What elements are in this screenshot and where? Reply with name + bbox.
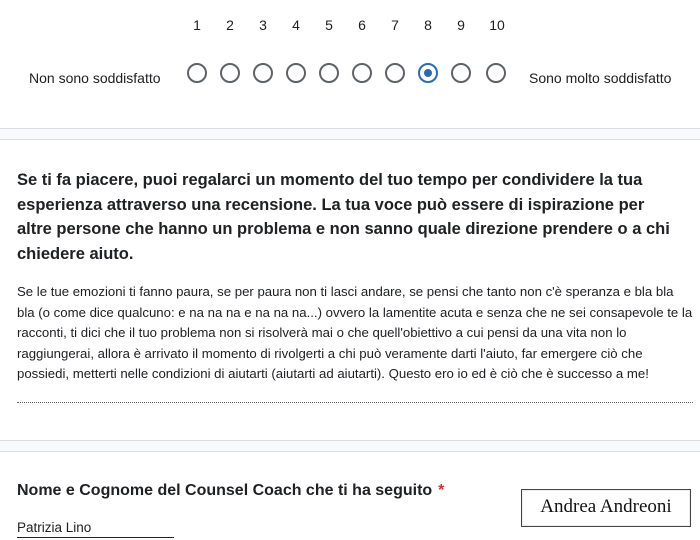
required-asterisk: *: [438, 482, 445, 499]
scale-radio-2[interactable]: [220, 63, 240, 83]
scale-number-5: 5: [325, 17, 333, 33]
scale-number-7: 7: [391, 17, 399, 33]
section-divider: [0, 139, 700, 140]
scale-numbers: [0, 17, 700, 37]
section-gap: [0, 441, 700, 451]
review-answer-underline: [17, 402, 693, 403]
scale-number-1: 1: [193, 17, 201, 33]
scale-number-6: 6: [358, 17, 366, 33]
scale-radio-10[interactable]: [486, 63, 506, 83]
coach-name-underline: [17, 537, 174, 538]
scale-number-2: 2: [226, 17, 234, 33]
scale-radio-3[interactable]: [253, 63, 273, 83]
scale-radio-4[interactable]: [286, 63, 306, 83]
coach-name-question-title: [17, 482, 444, 500]
scale-radio-1[interactable]: [187, 63, 207, 83]
scale-radio-9[interactable]: [451, 63, 471, 83]
scale-radio-7[interactable]: [385, 63, 405, 83]
scale-radio-6[interactable]: [352, 63, 372, 83]
scale-number-9: 9: [457, 17, 465, 33]
review-question-title: Se ti fa piacere, puoi regalarci un momento del tuo tempo per condividere la tua esperienza attraverso una recensione. La tua voce può essere di ispirazione per altre persone che hanno un problema e non sanno quale direzione prendere o a chi chiedere aiuto.: [17, 171, 670, 263]
scale-max-label: Sono molto soddisfatto: [529, 70, 672, 86]
coach-name-input[interactable]: Patrizia Lino: [17, 520, 92, 535]
scale-number-3: 3: [259, 17, 267, 33]
coach-name-label: Nome e Cognome del Counsel Coach che ti ha seguito: [17, 482, 433, 499]
scale-number-4: 4: [292, 17, 300, 33]
scale-number-8: 8: [424, 17, 432, 33]
section-gap: [0, 129, 700, 139]
scale-radio-8-selected[interactable]: [418, 63, 438, 83]
scale-min-label: Non sono soddisfatto: [29, 70, 161, 86]
scale-number-10: 10: [489, 17, 505, 33]
watermark-label: Andrea Andreoni: [521, 489, 691, 527]
linear-scale-question: [0, 0, 700, 128]
section-divider: [0, 451, 700, 452]
review-answer-field[interactable]: Se le tue emozioni ti fanno paura, se per paura non ti lasci andare, se pensi che tanto non c'è speranza e bla bla bla (o come dice qualcuno: e na na na e na na na...) ovvero la lamentite acuta e senza che ne sei consapevole te la racconti, ti dici che il tuo problema non si risolverà mai o che quell'obiettivo a cui pensi da una vita non lo raggiungerai, allora è arrivato il momento di rivolgerti a chi può veramente darti l'aiuto, far emergere ciò che possiedi, metterti nelle condizioni di aiutarti (aiutarti ad aiutarti). Questo ero io ed è ciò che è successo a me!: [17, 284, 693, 381]
scale-radio-5[interactable]: [319, 63, 339, 83]
